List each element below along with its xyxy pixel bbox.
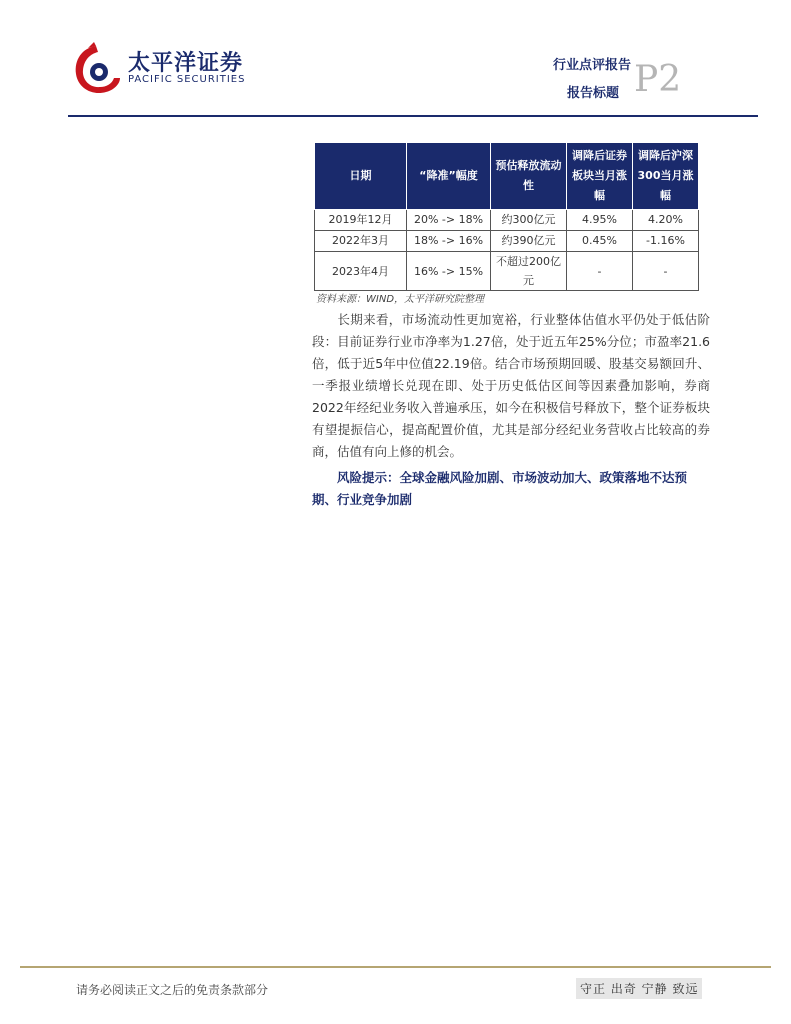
table-cell: 16% -> 15%: [407, 252, 491, 291]
header-divider: [68, 115, 758, 117]
footer-divider: [20, 966, 771, 968]
page-number: P2: [634, 59, 682, 100]
table-cell: 2023年4月: [315, 252, 407, 291]
risk-warning: [312, 467, 710, 511]
company-logo: [70, 42, 246, 98]
table-cell: 4.95%: [567, 210, 633, 231]
rrr-cut-table: [314, 142, 699, 291]
brand-name-cn: 太平洋证券: [128, 51, 244, 76]
table-cell: 18% -> 16%: [407, 231, 491, 252]
table-source-note: 资料来源：WIND，太平洋研究院整理: [316, 294, 485, 305]
table-cell: 0.45%: [567, 231, 633, 252]
table-cell: 4.20%: [633, 210, 699, 231]
column-header: 预估释放流动性: [491, 143, 567, 210]
footer-disclaimer: 请务必阅读正文之后的免责条款部分: [76, 983, 269, 997]
table-cell: 不超过200亿元: [491, 252, 567, 291]
body-paragraph: [312, 309, 710, 463]
table-row: [315, 252, 699, 291]
page-header: [0, 0, 791, 120]
column-header: 调降后沪深300当月涨幅: [633, 143, 699, 210]
table-cell: -: [567, 252, 633, 291]
logo-mark-icon: [70, 42, 122, 98]
table-row: [315, 231, 699, 252]
table-cell: -: [633, 252, 699, 291]
column-header: 日期: [315, 143, 407, 210]
footer-motto: 守正 出奇 宁静 致远: [576, 978, 702, 999]
table-cell: 20% -> 18%: [407, 210, 491, 231]
report-title: 报告标题: [566, 86, 619, 101]
column-header: “降准”幅度: [407, 143, 491, 210]
table-row: [315, 210, 699, 231]
table-cell: -1.16%: [633, 231, 699, 252]
table-cell: 2022年3月: [315, 231, 407, 252]
document-type: 行业点评报告: [552, 58, 631, 73]
table-cell: 约390亿元: [491, 231, 567, 252]
body-text: 长期来看，市场流动性更加宽裕，行业整体估值水平仍处于低估阶段：目前证券行业市净率为1.27倍，处于近五年25%分位；市盈率21.6倍，低于近5年中位值22.19倍。结合市场预期回暖、股基交易额回升、一季报业绩增长兑现在即、处于历史低估区间等因素叠加影响，券商2022年经纪业务收入普遍承压，如今在积极信号释放下，整个证券板块有望提振信心，提高配置价值，尤其是部分经纪业务营收占比较高的券商，估值有向上修的机会。: [312, 312, 710, 459]
table-cell: 约300亿元: [491, 210, 567, 231]
brand-name-en: PACIFIC SECURITIES: [128, 74, 246, 85]
table-cell: 2019年12月: [315, 210, 407, 231]
risk-text: 风险提示：全球金融风险加剧、市场波动加大、政策落地不达预期、行业竞争加剧: [312, 470, 688, 507]
column-header: 调降后证券板块当月涨幅: [567, 143, 633, 210]
table-header-row: [315, 143, 699, 210]
